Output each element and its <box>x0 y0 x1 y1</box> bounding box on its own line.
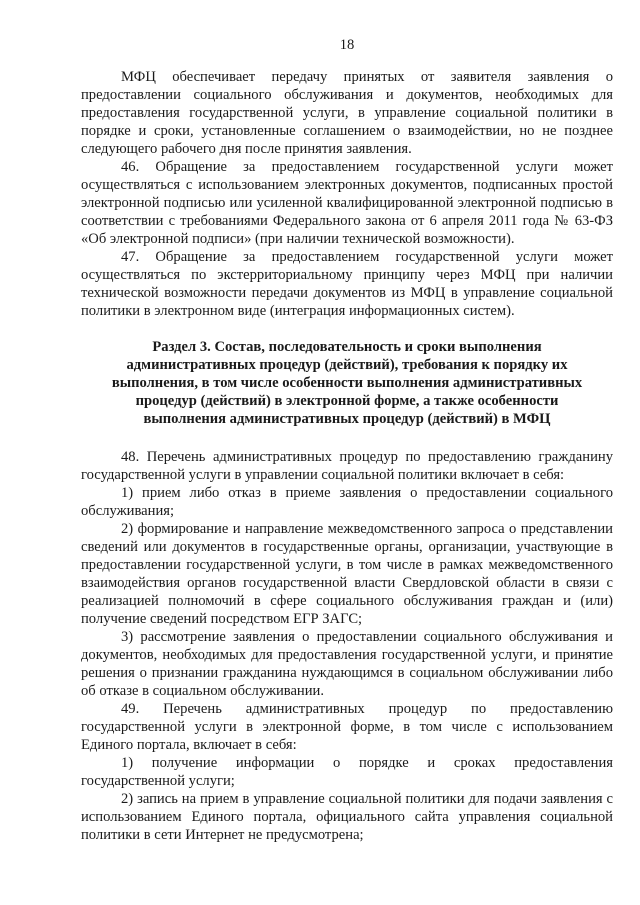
paragraph-mfc-transfer: МФЦ обеспечивает передачу принятых от заявителя заявления о предоставлении социального обслуживания и документов, необходимых для предоставления государственной услуги, в управление социальной политики в порядке и сроки, установленные соглашением о взаимодействии, но не позднее следующего рабочего дня после принятия заявления. <box>81 69 613 157</box>
paragraph-47: 47. Обращение за предоставлением государственной услуги может осуществляться по экстерриториальному принципу через МФЦ при наличии технической возможности передачи документов из МФЦ в управление социальной политики в электронном виде (интеграция информационных систем). <box>81 249 613 319</box>
paragraph-49: 49. Перечень административных процедур по предоставлению государственной услуги в электронной форме, в том числе с использованием Единого портала, включает в себя: <box>81 701 613 753</box>
paragraph-48-item-3: 3) рассмотрение заявления о предоставлении социального обслуживания и документов, необходимых для предоставления государственной услуги, и принятие решения о признании гражданина нуждающимся в социальном обслуживании либо об отказе в социальном обслуживании. <box>81 629 613 699</box>
paragraph-49-item-2: 2) запись на прием в управление социальной политики для подачи заявления с использованием Единого портала, официального сайта управления социальной политики в сети Интернет не предусмотрена; <box>81 791 613 843</box>
paragraph-48-item-1: 1) прием либо отказ в приеме заявления о предоставлении социального обслуживания; <box>81 485 613 519</box>
paragraph-48: 48. Перечень административных процедур по предоставлению гражданину государственной услуги в управлении социальной политики включает в себя: <box>81 449 613 483</box>
paragraph-48-item-2: 2) формирование и направление межведомственного запроса о представлении сведений или документов в государственные органы, организации, участвующие в предоставлении государственной услуги, в том числе в рамках межведомственного взаимодействия органов государственной власти Свердловской области в связи с реализацией полномочий в сфере социального обслуживания граждан и (или) получение сведений посредством ЕГР ЗАГС; <box>81 521 613 627</box>
section-3-title: Раздел 3. Состав, последовательность и сроки выполнения административных процедур (действий), требования к порядку их выполнения, в том числе особенности выполнения административных процедур (действий) в электронной форме, а также особенности выполнения административных процедур (действий) в МФЦ <box>111 339 583 427</box>
paragraph-49-item-1: 1) получение информации о порядке и сроках предоставления государственной услуги; <box>81 755 613 789</box>
paragraph-46: 46. Обращение за предоставлением государственной услуги может осуществляться с использованием электронных документов, подписанных простой электронной подписью или усиленной квалифицированной электронной подписью в соответствии с требованиями Федерального закона от 6 апреля 2011 года № 63-ФЗ «Об электронной подписи» (при наличии технической возможности). <box>81 159 613 247</box>
page-number: 18 <box>339 37 355 53</box>
